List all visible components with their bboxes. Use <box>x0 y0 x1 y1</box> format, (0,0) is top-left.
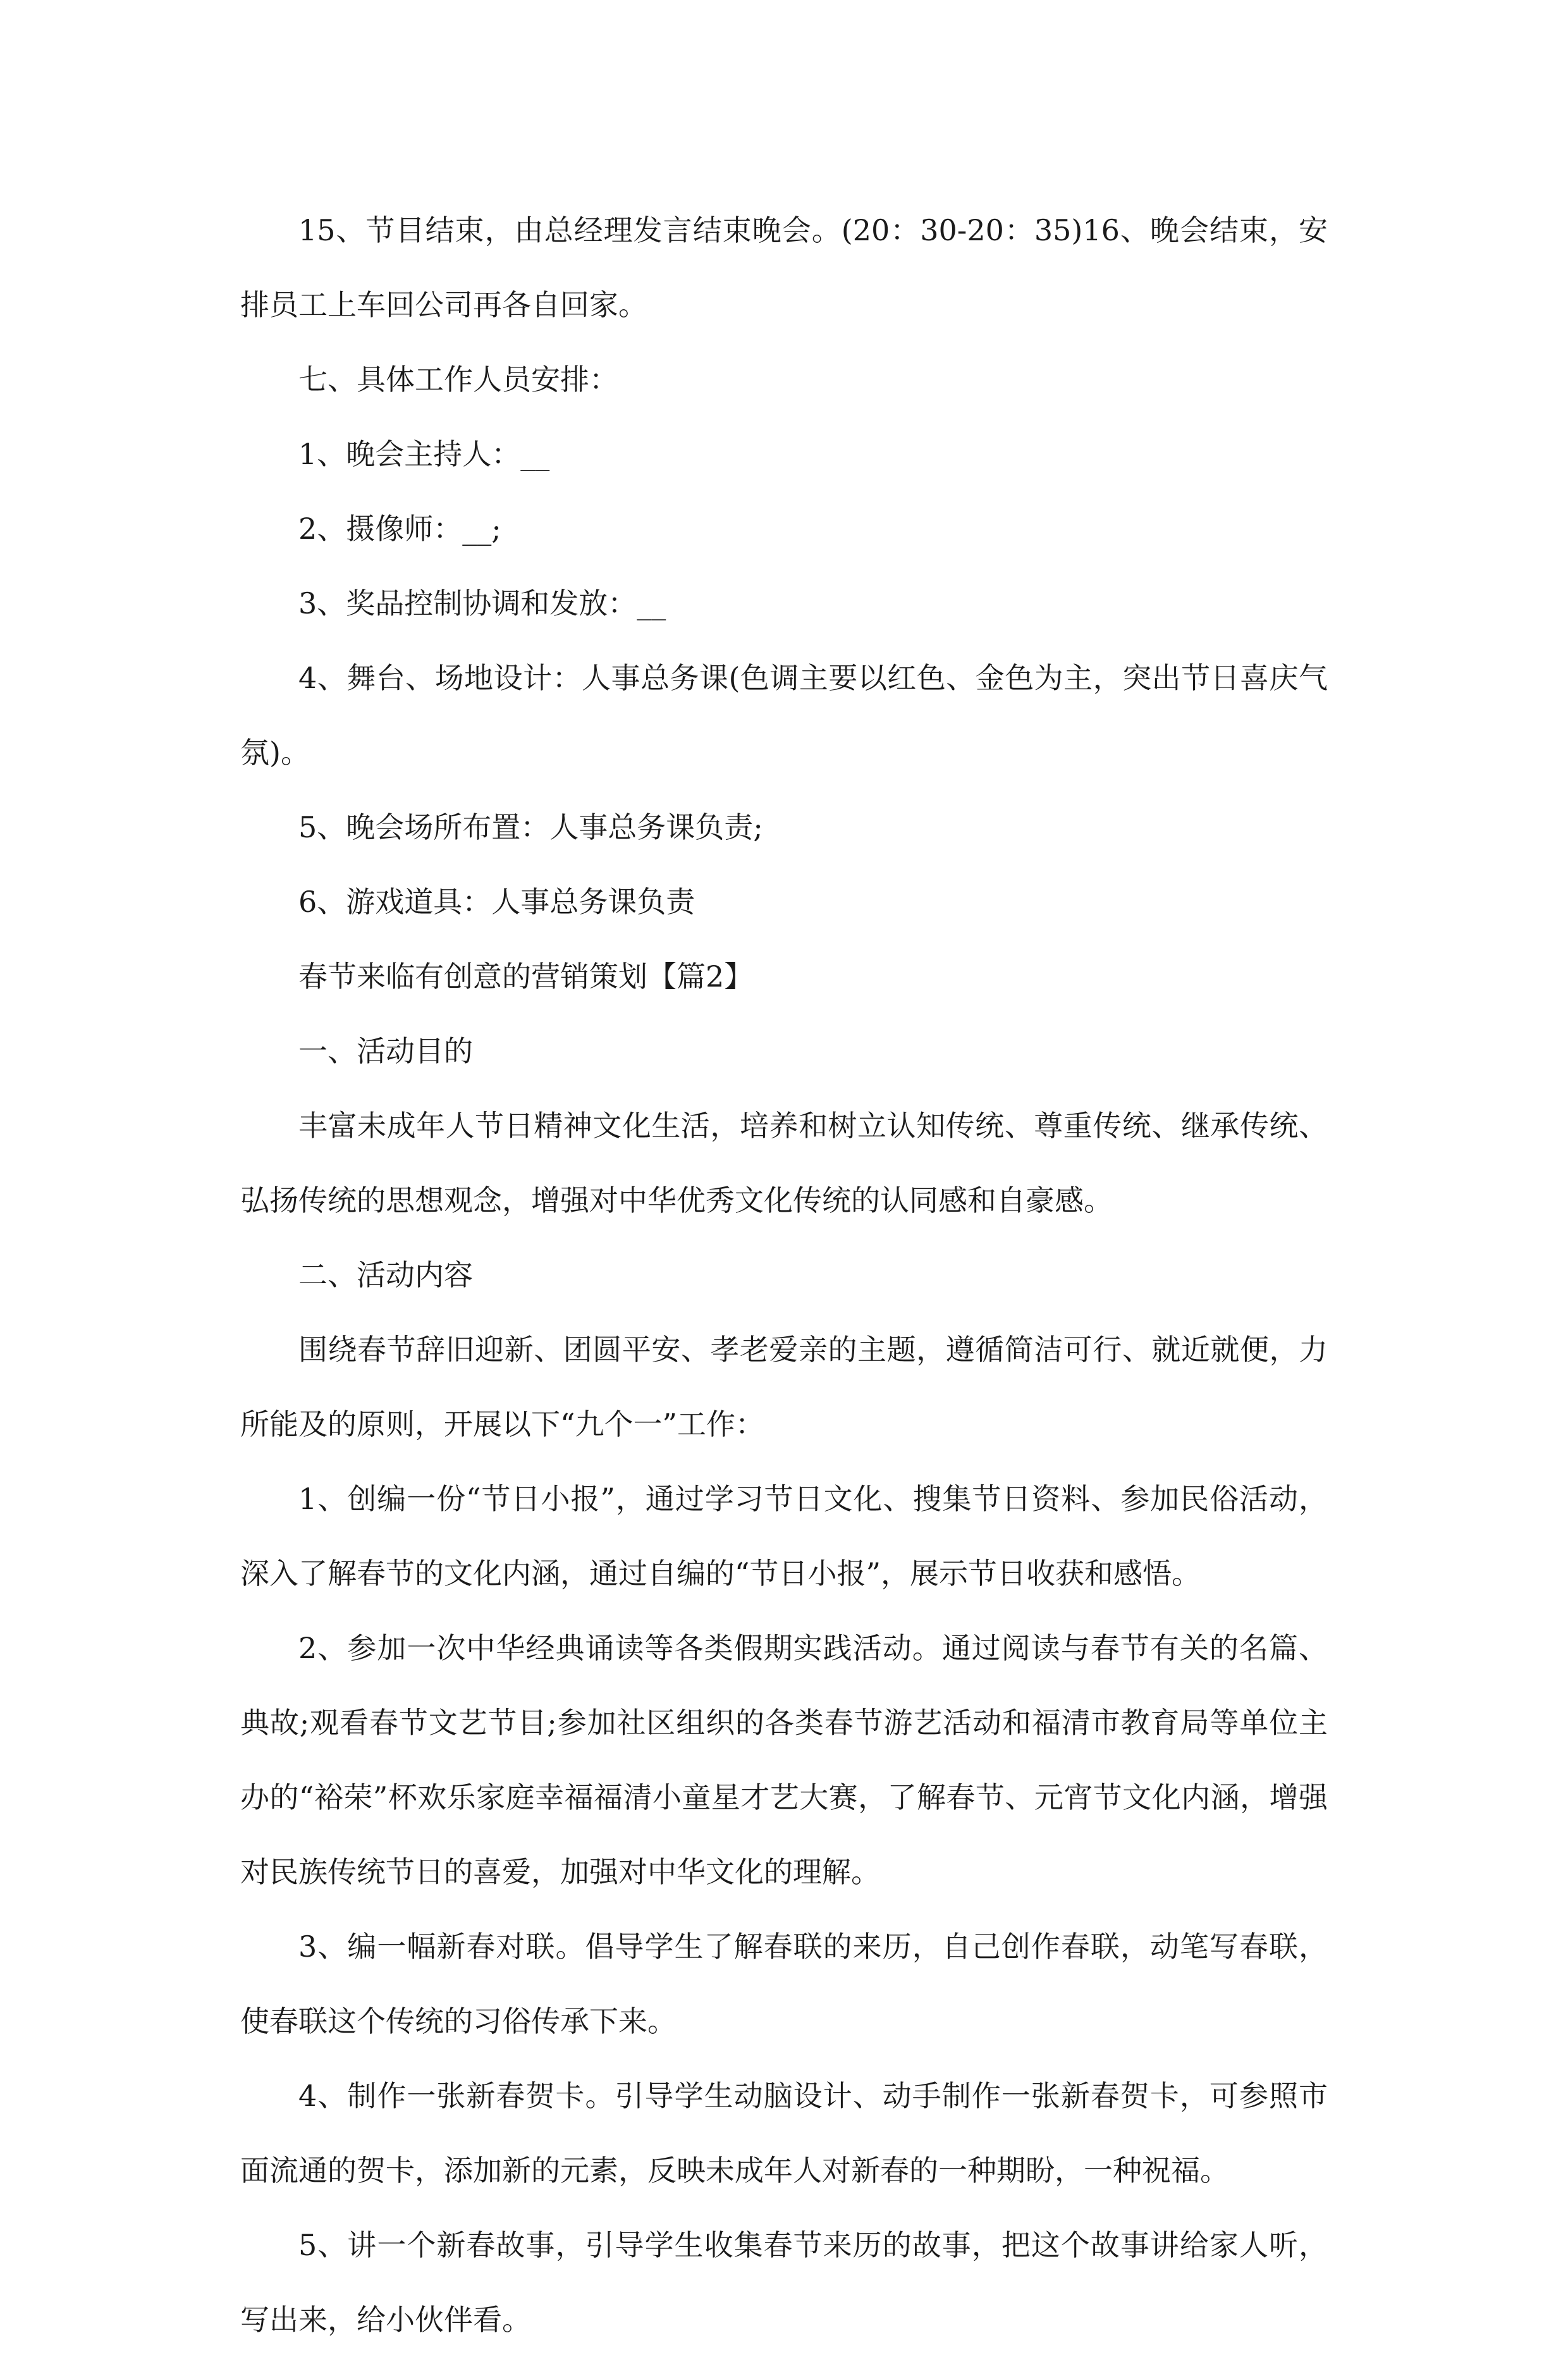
section-heading-activity-content: 二、活动内容 <box>298 1258 473 1292</box>
list-item-venue-layout: 5、晚会场所布置：人事总务课负责; <box>298 810 763 844</box>
list-item-host: 1、晚会主持人：__ <box>298 437 550 471</box>
list-item-new-year-story: 5、讲一个新春故事，引导学生收集春节来历的故事，把这个故事讲给家人听，写出来，给小伙伴看。 <box>240 2228 1328 2337</box>
list-item-greeting-card: 4、制作一张新春贺卡。引导学生动脑设计、动手制作一张新春贺卡，可参照市面流通的贺卡，添加新的元素，反映未成年人对新春的一种期盼，一种祝福。 <box>240 2079 1328 2188</box>
list-item-stage-design: 4、舞台、场地设计：人事总务课(色调主要以红色、金色为主，突出节日喜庆气氛)。 <box>240 661 1328 770</box>
paragraph-item-15-program-end: 15、节目结束，由总经理发言结束晚会。(20：30-20：35)16、晚会结束，安排员工上车回公司再各自回家。 <box>240 213 1328 322</box>
list-item-game-props: 6、游戏道具：人事总务课负责 <box>298 885 695 919</box>
list-item-classic-reading: 2、参加一次中华经典诵读等各类假期实践活动。通过阅读与春节有关的名篇、典故;观看春节文艺节目;参加社区组织的各类春节游艺活动和福清市教育局等单位主办的“裕荣”杯欢乐家庭幸福福清小童星才艺大赛，了解春节、元宵节文化内涵，增强对民族传统节日的喜爱，加强对中华文化的理解。 <box>240 1631 1328 1889</box>
paragraph-activity-content-intro: 围绕春节辞旧迎新、团圆平安、孝老爱亲的主题，遵循简洁可行、就近就便，力所能及的原则，开展以下“九个一”工作： <box>240 1332 1328 1441</box>
list-item-holiday-newspaper: 1、创编一份“节日小报”，通过学习节日文化、搜集节日资料、参加民俗活动，深入了解春节的文化内涵，通过自编的“节日小报”，展示节日收获和感悟。 <box>240 1482 1328 1591</box>
section-heading-staff-arrangement: 七、具体工作人员安排： <box>298 362 618 397</box>
section-heading-activity-purpose: 一、活动目的 <box>298 1034 473 1068</box>
list-item-prize-control: 3、奖品控制协调和发放：__ <box>298 586 666 620</box>
article-title-part-2: 春节来临有创意的营销策划【篇2】 <box>298 959 754 994</box>
paragraph-activity-purpose: 丰富未成年人节日精神文化生活，培养和树立认知传统、尊重传统、继承传统、弘扬传统的思想观念，增强对中华优秀文化传统的认同感和自豪感。 <box>240 1109 1328 1217</box>
list-item-spring-couplet: 3、编一幅新春对联。倡导学生了解春联的来历，自己创作春联，动笔写春联，使春联这个传统的习俗传承下来。 <box>240 1929 1328 2038</box>
list-item-photographer: 2、摄像师：__; <box>298 512 501 546</box>
